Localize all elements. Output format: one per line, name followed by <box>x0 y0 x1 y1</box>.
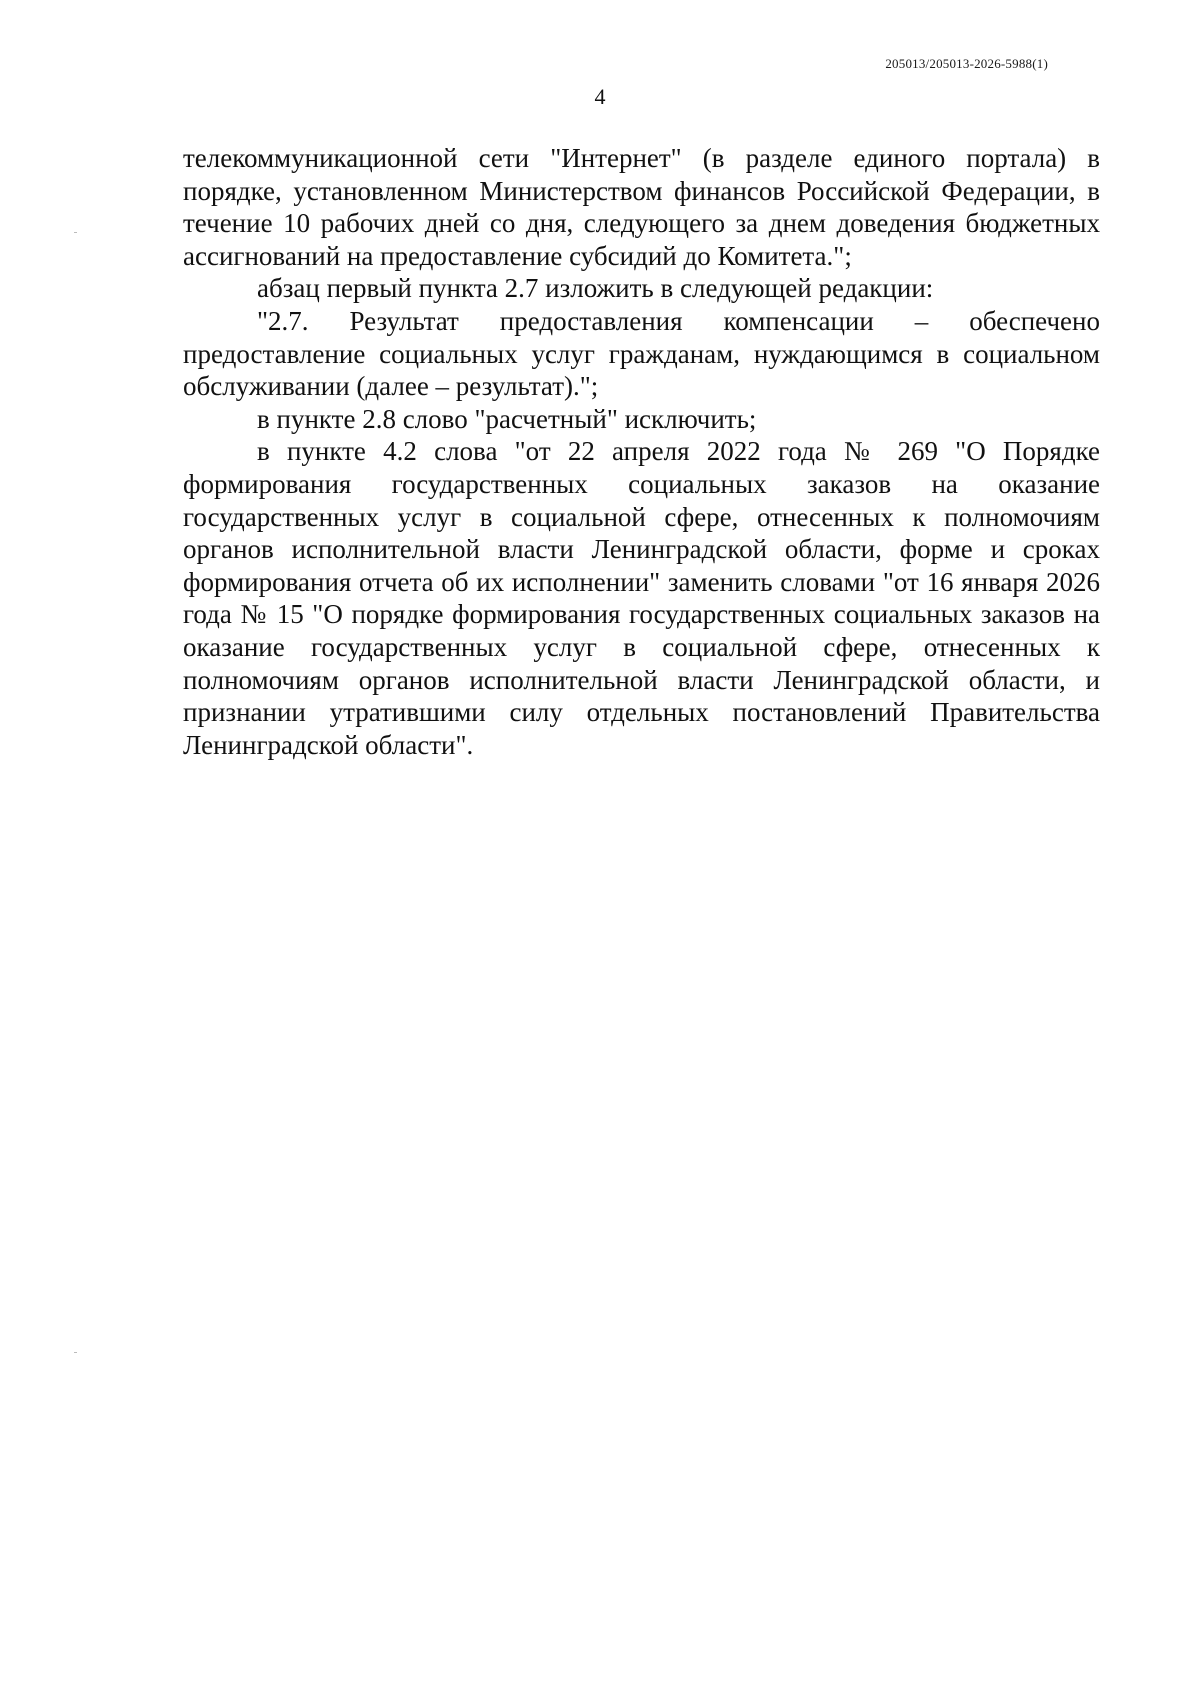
document-body <box>183 142 1100 761</box>
document-id: 205013/205013-2026-5988(1) <box>885 56 1048 71</box>
paragraph-clause-2-8: в пункте 2.8 слово "расчетный" исключить; <box>257 403 757 434</box>
paragraph-clause-4-2: в пункте 4.2 слова "от 22 апреля 2022 года № 269 "О Порядке формирования государственных социальных заказов на оказание государственных услуг в социальной сфере, отнесенных к полномочиям органов исполнительной власти Ленинградской области, форме и сроках формирования отчета об их исполнении" заменить словами "от 16 января 2026 года № 15 "О порядке формирования государственных социальных заказов на оказание государственных услуг в социальной сфере, отнесенных к полномочиям органов исполнительной власти Ленинградской области, и признании утратившими силу отдельных постановлений Правительства Ленинградской области". <box>183 436 1100 760</box>
paragraph-continuation: телекоммуникационной сети "Интернет" (в разделе единого портала) в порядке, установленном Министерством финансов Российской Федерации, в течение 10 рабочих дней со дня, следующего за днем доведения бюджетных ассигнований на предоставление субсидий до Комитета."; <box>183 143 1100 271</box>
page-number: 4 <box>594 84 606 109</box>
paragraph-clause-2-7: "2.7. Результат предоставления компенсации – обеспечено предоставление социальных услуг гражданам, нуждающимся в социальном обслуживании (далее – результат)."; <box>183 305 1100 402</box>
scan-margin-mark <box>74 232 77 233</box>
scan-margin-mark <box>74 1352 77 1353</box>
paragraph-amendment-intro: абзац первый пункта 2.7 изложить в следующей редакции: <box>257 273 934 304</box>
